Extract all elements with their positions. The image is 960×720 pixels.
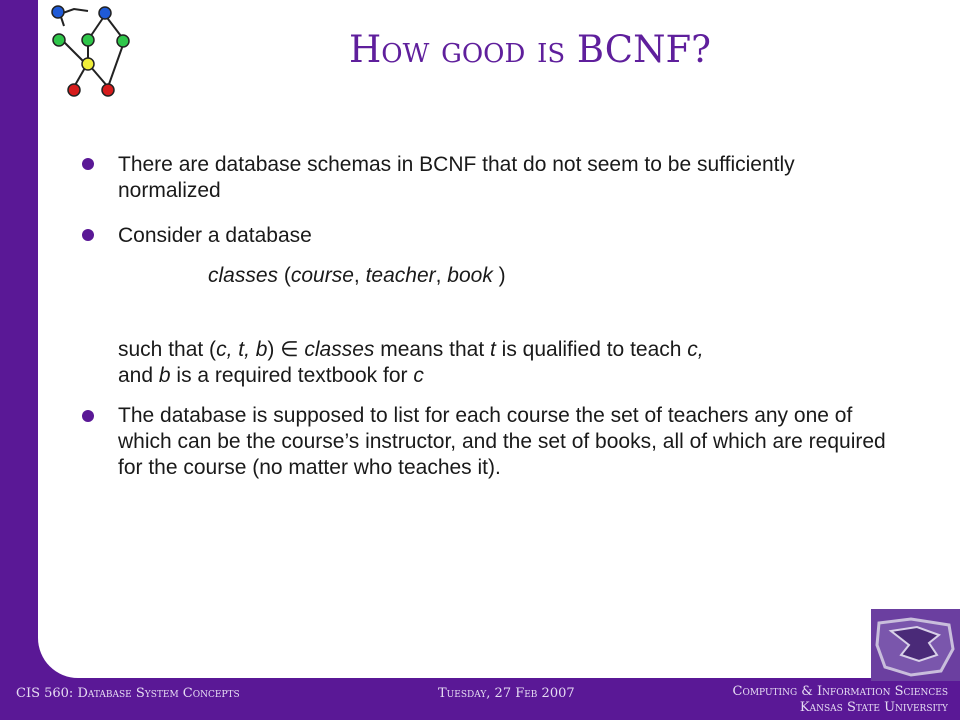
footer-dept-line1: Computing & Information Sciences — [732, 684, 948, 699]
attr-book: book — [447, 264, 493, 287]
var-c: c, — [687, 338, 704, 361]
relation-name: classes — [304, 338, 375, 361]
var-c: c — [413, 364, 424, 387]
attr-course: course — [290, 264, 354, 287]
attr-teacher: teacher — [365, 264, 436, 287]
bullet-text-2: Consider a database — [118, 224, 312, 247]
text-span: means that — [374, 338, 490, 361]
text-span: such that ( — [118, 338, 217, 361]
bullet-icon — [82, 158, 94, 170]
var-t: t — [489, 338, 496, 361]
sep: , — [435, 264, 448, 287]
text-span: is qualified to teach — [495, 338, 688, 361]
sep: , — [353, 264, 366, 287]
slide-title: How good is BCNF? — [349, 28, 711, 71]
footer-date: Tuesday, 27 Feb 2007 — [438, 686, 575, 701]
var-b: b — [158, 364, 171, 387]
tuple-vars: c, t, b — [216, 338, 268, 361]
such-that-paragraph — [118, 337, 878, 389]
footer-course: CIS 560: Database System Concepts — [16, 686, 240, 701]
schema-line — [208, 263, 808, 289]
text-span: and — [118, 364, 159, 387]
text-span: ) — [267, 338, 281, 361]
relation-name: classes — [208, 264, 279, 287]
text-span: is a required textbook for — [170, 364, 414, 387]
footer-department — [733, 684, 948, 716]
element-of-symbol: ∈ — [280, 338, 299, 361]
bullet-text-3: The database is supposed to list for each course the set of teachers any one of which can be the course’s instructor, and the set of books, all of which are required for the course (no matter who teaches it). — [118, 404, 886, 479]
bullet-icon — [82, 410, 94, 422]
graph-logo-icon — [44, 2, 138, 98]
paren-open: ( — [283, 264, 291, 287]
paren-close: ) — [492, 264, 506, 287]
bullet-text-1: There are database schemas in BCNF that do not seem to be sufficiently normalized — [118, 153, 795, 202]
kstate-wildcat-logo-icon — [871, 609, 960, 681]
bullet-icon — [82, 229, 94, 241]
footer-dept-line2: Kansas State University — [799, 700, 948, 715]
